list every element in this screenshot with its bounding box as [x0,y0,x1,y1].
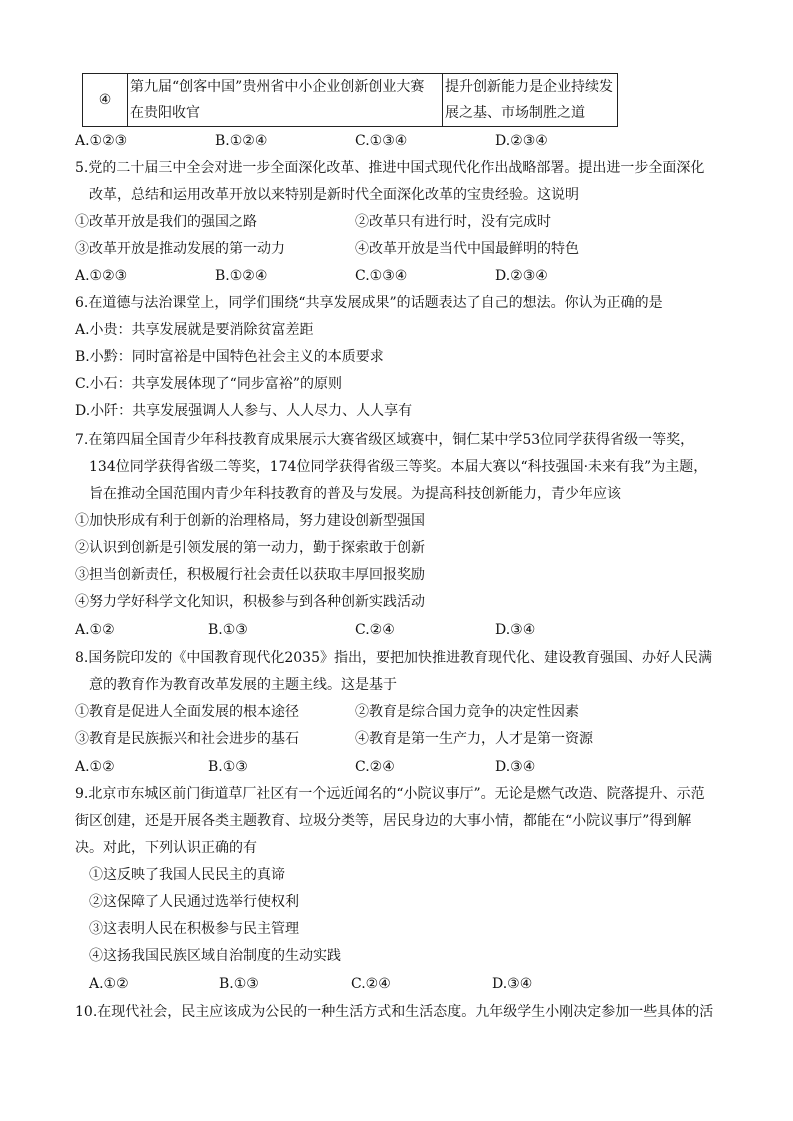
q9-statement-2: ②这保障了人民通过选举行使权利 [89,894,299,910]
option-d: D.②③④ [495,268,548,284]
option-d: D.③④ [495,759,536,775]
q5-stem: 5.党的二十届三中全会对进一步全面深化改革、推进中国式现代化作出战略部署。提出进一步全面深化 [75,160,705,176]
q9-stem-cont: 街区创建，还是开展各类主题教育、垃圾分类等，居民身边的大事小情，都能在“小院议事厅”得到解 [75,813,692,829]
option-a: A.①②③ [75,133,128,149]
option-b: B.①②④ [215,133,268,149]
q8-statement-3: ③教育是民族振兴和社会进步的基石 [75,731,299,747]
option-b: B.①③ [208,759,248,775]
q7-stem: 7.在第四届全国青少年科技教育成果展示大赛省级区域赛中，铜仁某中学53位同学获得省级一等奖， [75,432,695,448]
table-event-line: 第九届“创客中国”贵州省中小企业创新创业大赛 [130,79,425,95]
q8-stem: 8.国务院印发的《中国教育现代化2035》指出，要把加快推进教育现代化、建设教育强国、办好人民满 [75,650,712,666]
q7-options [75,620,595,640]
table-view-line: 提升创新能力是企业持续发 [445,79,613,95]
q8-stem-cont: 意的教育作为教育改革发展的主题主线。这是基于 [89,677,397,693]
table-view-line: 展之基、市场制胜之道 [445,105,585,121]
option-b: B.①③ [208,622,248,638]
q7-statement-2: ②认识到创新是引领发展的第一动力，勤于探索敢于创新 [75,540,425,556]
option-a: A.①② [75,759,115,775]
q7-statement-1: ①加快形成有利于创新的治理格局，努力建设创新型强国 [75,513,425,529]
q8-statement-4: ④教育是第一生产力，人才是第一资源 [355,731,593,747]
q9-statement-1: ①这反映了我国人民民主的真谛 [89,867,285,883]
q5-statement-3: ③改革开放是推动发展的第一动力 [75,241,285,257]
q7-stem-cont: 旨在推动全国范围内青少年科技教育的普及与发展。为提高科技创新能力，青少年应该 [89,486,621,502]
q6-option-b: B.小黔：同时富裕是中国特色社会主义的本质要求 [75,349,384,365]
q4-options [75,131,595,151]
option-d: D.②③④ [495,133,548,149]
option-c: C.②④ [355,622,395,638]
activity-table [82,73,618,127]
q9-stem-cont: 决。对此，下列认识正确的有 [75,840,257,856]
q8-statement-1: ①教育是促进人全面发展的根本途径 [75,704,299,720]
q6-option-c: C.小石：共享发展体现了“同步富裕”的原则 [75,376,342,392]
q8-statement-2: ②教育是综合国力竞争的决定性因素 [355,704,579,720]
q9-options [89,974,609,994]
table-view-cell [443,74,618,127]
option-d: D.③④ [492,976,533,992]
option-d: D.③④ [495,622,536,638]
option-c: C.②④ [355,759,395,775]
option-a: A.①② [75,622,115,638]
table-event-cell [128,74,443,127]
q7-statement-3: ③担当创新责任，积极履行社会责任以获取丰厚回报奖励 [75,567,425,583]
q7-stem-cont: 134位同学获得省级二等奖，174位同学获得省级三等奖。本届大赛以“科技强国·未来有我”为主题， [89,459,708,475]
q6-option-d: D.小阡：共享发展强调人人参与、人人尽力、人人享有 [75,403,413,419]
q6-option-a: A.小贵：共享发展就是要消除贫富差距 [75,322,314,338]
q5-stem-cont: 改革，总结和运用改革开放以来特别是新时代全面深化改革的宝贵经验。这说明 [89,187,579,203]
q5-options [75,266,595,286]
q5-statement-1: ①改革开放是我们的强国之路 [75,214,257,230]
q9-statement-3: ③这表明人民在积极参与民主管理 [89,921,299,937]
option-b: B.①③ [219,976,259,992]
q9-statement-4: ④这扬我国民族区域自治制度的生动实践 [89,948,341,964]
option-a: A.①②③ [75,268,128,284]
table-row [83,74,618,127]
option-a: A.①② [89,976,129,992]
q10-stem: 10.在现代社会，民主应该成为公民的一种生活方式和生活态度。九年级学生小刚决定参加一些具体的活 [75,1004,714,1020]
option-c: C.①③④ [355,268,408,284]
q5-statement-2: ②改革只有进行时，没有完成时 [355,214,551,230]
q8-options [75,757,595,777]
q7-statement-4: ④努力学好科学文化知识，积极参与到各种创新实践活动 [75,594,425,610]
option-b: B.①②④ [215,268,268,284]
option-c: C.②④ [351,976,391,992]
table-event-line: 在贵阳收官 [130,105,200,121]
q5-statement-4: ④改革开放是当代中国最鲜明的特色 [355,241,579,257]
table-row-number: ④ [83,74,128,127]
q6-stem: 6.在道德与法治课堂上，同学们围绕“共享发展成果”的话题表达了自己的想法。你认为正确的是 [75,295,663,311]
q9-stem: 9.北京市东城区前门街道草厂社区有一个远近闻名的“小院议事厅”。无论是燃气改造、院落提升、示范 [75,786,705,802]
option-c: C.①③④ [355,133,408,149]
